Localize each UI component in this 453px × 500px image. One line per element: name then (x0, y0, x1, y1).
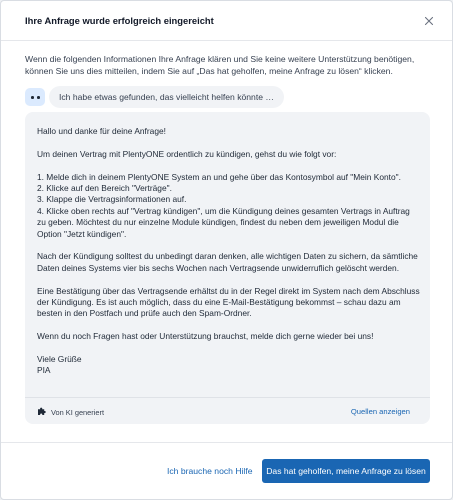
answer-step: 3. Klappe die Vertragsinformationen auf. (37, 194, 187, 205)
ai-generated-label (37, 406, 104, 418)
puzzle-icon (37, 406, 47, 418)
answer-closing: Wenn du noch Fragen hast oder Unterstützung brauchst, melde dich gerne wieder bei uns! (37, 331, 374, 342)
answer-signature (37, 354, 420, 377)
answer-card-footer (25, 397, 430, 424)
dialog-intro-text: Wenn die folgenden Informationen Ihre Anfrage klären und Sie keine weitere Unterstützung benötigen, können Sie uns dies mitteilen, indem Sie auf „Das hat geholfen, meine Anfrage zu lösen“ klicken. (25, 54, 415, 76)
ai-generated-text: Von KI generiert (51, 407, 105, 417)
answer-confirmation: Eine Bestätigung über das Vertragsende erhältst du in der Regel direkt im System nach dem Abschluss der Kündigung. Es ist auch möglich, dass du eine E-Mail-Bestätigung bekommst – schau dazu am besten in den Postfach und prüfe auch den Spam-Ordner. (37, 285, 420, 319)
dialog-title: Ihre Anfrage wurde erfolgreich eingereicht (25, 15, 214, 26)
answer-note: Nach der Kündigung solltest du unbedingt daran denken, alle wichtigen Daten zu sichern, da sämtliche Daten deines Systems vier bis sechs Wochen nach Vertragsende unwiderruflich gelöscht werden. (37, 251, 418, 273)
signature-greeting: Viele Grüße (37, 354, 82, 365)
assistant-avatar (25, 88, 45, 106)
signature-name: PIA (37, 365, 51, 376)
request-resolved-button[interactable]: Das hat geholfen, meine Anfrage zu lösen (262, 459, 430, 483)
answer-step: 1. Melde dich in deinem PlentyONE System an und gehe über das Kontosymbol auf "Mein Konto". (37, 171, 401, 182)
assistant-status-chip: Ich habe etwas gefunden, das vielleicht helfen könnte … (49, 86, 284, 108)
ai-answer-card (25, 112, 430, 424)
avatar-eye-icon (31, 96, 34, 99)
avatar-eye-icon (37, 96, 40, 99)
close-icon[interactable] (421, 13, 437, 29)
show-sources-link[interactable]: Quellen anzeigen (350, 407, 410, 416)
answer-step: 4. Klicke oben rechts auf "Vertrag kündigen", um die Kündigung deines gesamten Vertrags in Auftrag zu geben. Möchtest du nur einzelne Module kündigen, findest du neben dem jeweiligen Modul die Option "Jetzt kündigen". (37, 205, 410, 239)
answer-greeting: Hallo und danke für deine Anfrage! (37, 126, 166, 136)
footer-divider (1, 442, 452, 443)
ai-answer-message (37, 126, 420, 388)
dialog-header (1, 1, 452, 41)
answer-step: 2. Klicke auf den Bereich "Verträge". (37, 183, 172, 193)
need-help-button[interactable]: Ich brauche noch Hilfe (167, 466, 253, 476)
answer-steps (37, 172, 420, 240)
answer-intro: Um deinen Vertrag mit PlentyONE ordentlich zu kündigen, gehst du wie folgt vor: (37, 148, 337, 159)
